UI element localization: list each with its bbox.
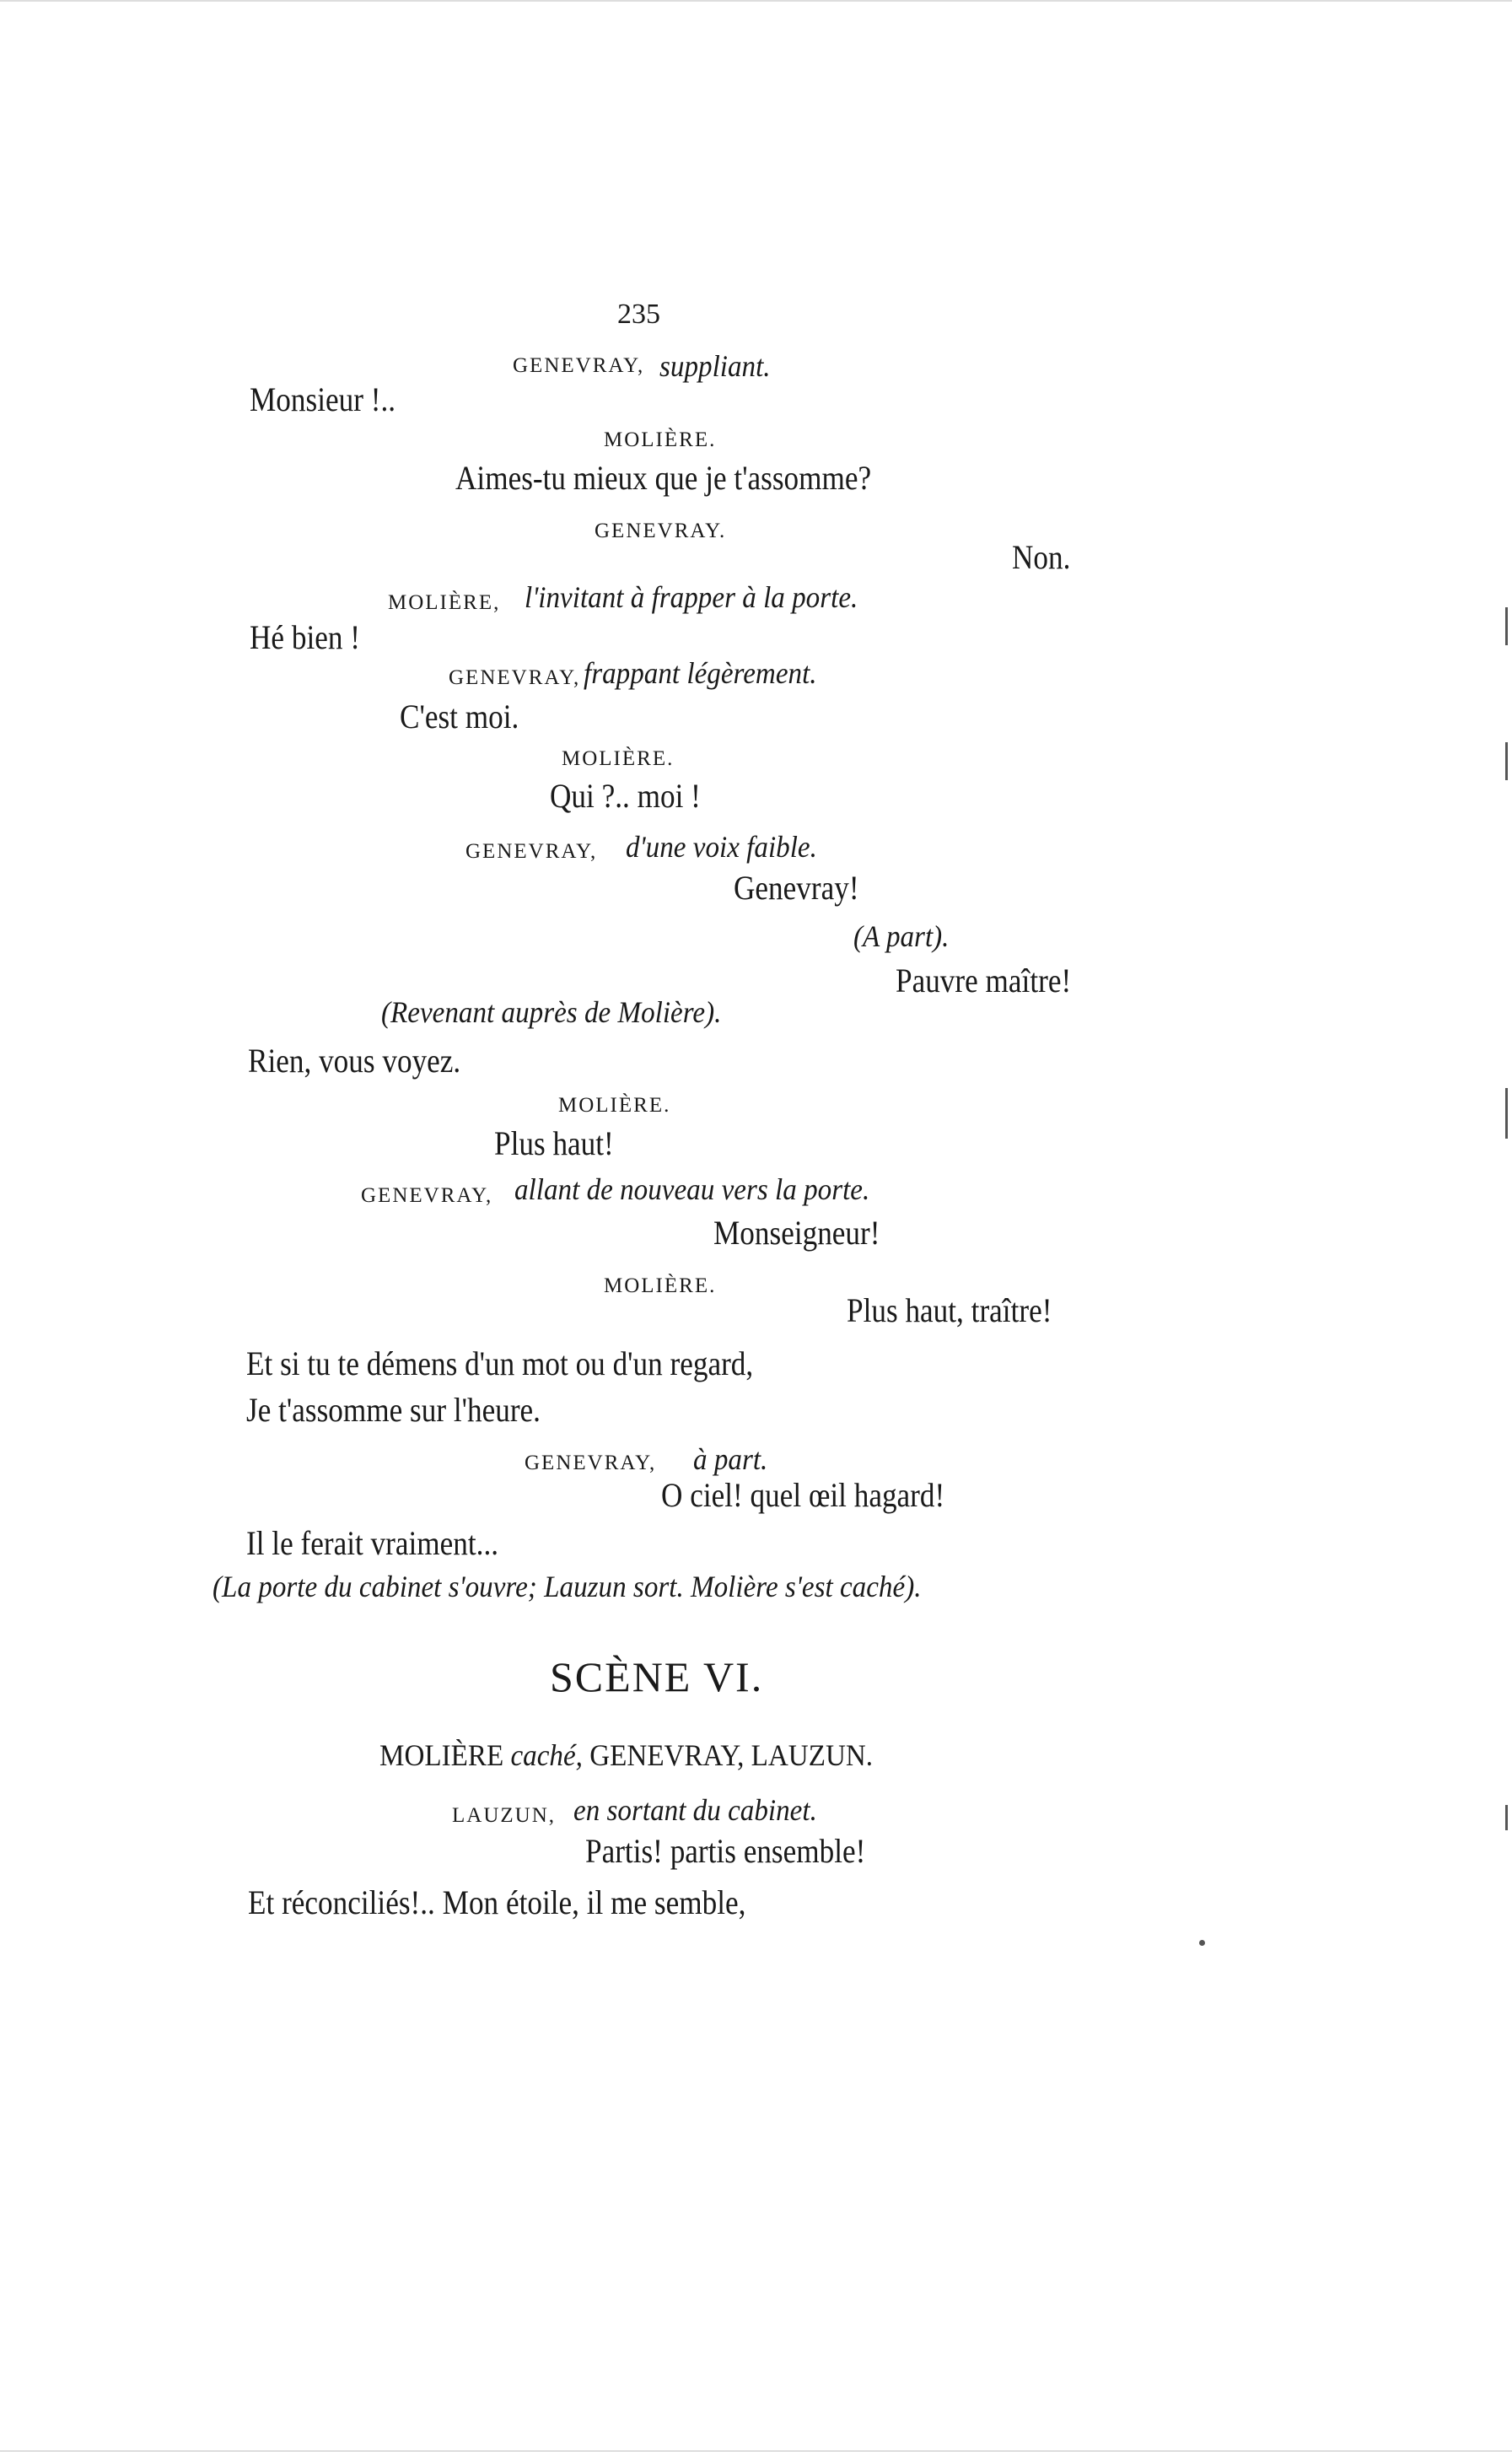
verse-line: Monsieur !.. xyxy=(250,380,396,418)
stage-direction: à part. xyxy=(693,1442,768,1476)
verse-line: C'est moi. xyxy=(400,698,519,735)
speaker-label: GENEVRAY, xyxy=(449,666,581,689)
verse-line: Non. xyxy=(1012,538,1071,576)
stage-direction: l'invitant à frapper à la porte. xyxy=(525,580,858,614)
verse-line: Hé bien ! xyxy=(250,618,360,656)
cast-name: MOLIÈRE xyxy=(379,1738,504,1772)
stage-direction: (La porte du cabinet s'ouvre; Lauzun sort. Molière s'est caché). xyxy=(213,1570,922,1603)
speaker-label: GENEVRAY, xyxy=(513,354,645,377)
verse-line: Plus haut! xyxy=(494,1124,614,1162)
verse-line: Partis! partis ensemble! xyxy=(585,1832,866,1870)
speaker-label: MOLIÈRE. xyxy=(604,1274,717,1297)
cast-note: caché, xyxy=(510,1738,583,1772)
scan-edge xyxy=(0,0,1512,2)
scan-mark xyxy=(1505,742,1508,780)
verse-line: Aimes-tu mieux que je t'assomme? xyxy=(455,459,872,497)
speaker-label: MOLIÈRE, xyxy=(388,591,501,614)
scan-mark xyxy=(1505,1805,1508,1830)
cast-list xyxy=(379,1740,873,1770)
speaker-label: GENEVRAY, xyxy=(361,1184,493,1207)
verse-line: Pauvre maître! xyxy=(896,962,1072,999)
stage-direction: en sortant du cabinet. xyxy=(573,1793,817,1827)
verse-line: Rien, vous voyez. xyxy=(248,1042,461,1080)
scan-mark xyxy=(1505,1088,1508,1139)
stage-direction: d'une voix faible. xyxy=(626,830,817,864)
verse-line: Et si tu te démens d'un mot ou d'un regard, xyxy=(246,1344,754,1382)
verse-line: Et réconciliés!.. Mon étoile, il me semble, xyxy=(248,1883,746,1921)
verse-line: Il le ferait vraiment... xyxy=(246,1524,499,1562)
verse-line: Qui ?.. moi ! xyxy=(550,777,701,815)
verse-line: O ciel! quel œil hagard! xyxy=(661,1476,945,1514)
speaker-label: LAUZUN, xyxy=(452,1804,557,1827)
speaker-label: GENEVRAY. xyxy=(595,520,727,542)
page-number: 235 xyxy=(617,299,660,330)
verse-line: Monseigneur! xyxy=(713,1214,880,1252)
speaker-label: MOLIÈRE. xyxy=(562,747,675,770)
verse-line: Je t'assomme sur l'heure. xyxy=(246,1391,541,1429)
speaker-label: MOLIÈRE. xyxy=(558,1094,671,1117)
stage-direction: suppliant. xyxy=(659,349,771,383)
scene-title: SCÈNE VI. xyxy=(550,1653,764,1700)
stage-direction: frappant légèrement. xyxy=(584,656,817,690)
scan-edge xyxy=(0,2450,1512,2452)
cast-names: GENEVRAY, LAUZUN. xyxy=(589,1738,874,1772)
verse-line: Genevray! xyxy=(734,869,859,907)
stage-direction: allant de nouveau vers la porte. xyxy=(514,1172,870,1206)
verse-line: Plus haut, traître! xyxy=(847,1291,1052,1329)
speaker-label: GENEVRAY, xyxy=(465,840,598,863)
stage-direction: (Revenant auprès de Molière). xyxy=(381,995,722,1029)
scan-dot xyxy=(1199,1940,1205,1946)
speaker-label: GENEVRAY, xyxy=(525,1452,657,1474)
stage-direction: (A part). xyxy=(853,919,950,953)
speaker-label: MOLIÈRE. xyxy=(604,428,717,451)
scan-mark xyxy=(1505,607,1508,645)
